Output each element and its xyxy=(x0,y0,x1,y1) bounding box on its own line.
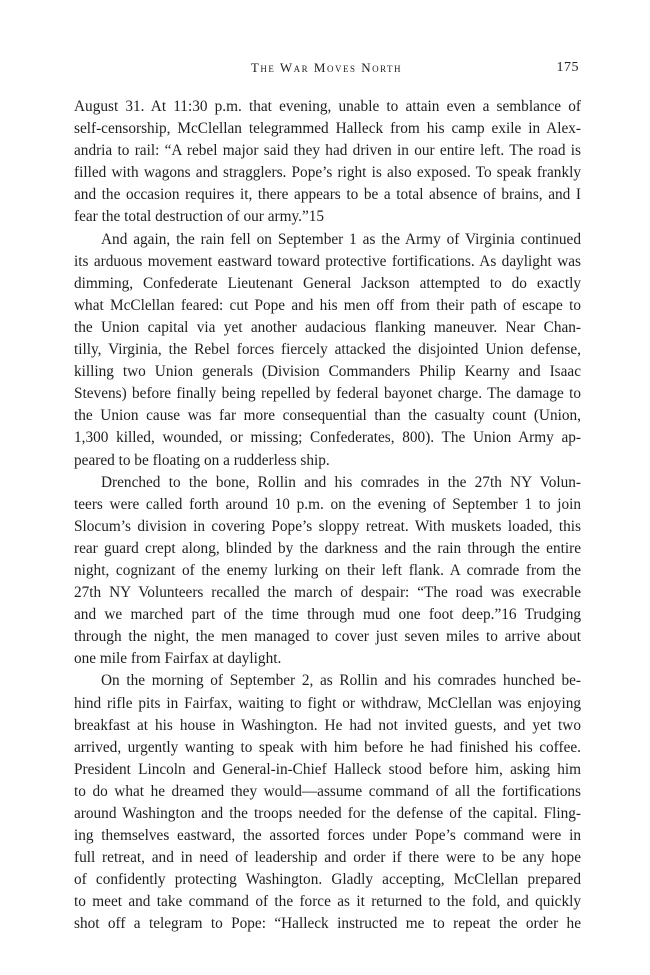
text-line: the Union capital via yet another audacious flanking maneuver. Near Chan- xyxy=(74,318,581,336)
page-number: 175 xyxy=(556,60,579,75)
text-line: Slocum’s division in covering Pope’s sloppy retreat. With muskets loaded, this xyxy=(74,517,581,535)
text-line: what McClellan feared: cut Pope and his men off from their path of escape to xyxy=(74,296,581,314)
text-line: fear the total destruction of our army.”15 xyxy=(74,208,325,226)
text-line: And again, the rain fell on September 1 as the Army of Virginia continued xyxy=(101,230,581,248)
text-line: ing themselves eastward, the assorted forces under Pope’s command were in xyxy=(74,827,581,845)
text-line: and the occasion requires it, there appears to be a total absence of brains, and I xyxy=(74,186,581,204)
text-line: and we marched part of the time through mud one foot deep.”16 Trudging xyxy=(74,606,581,624)
text-line: 1,300 killed, wounded, or missing; Confederates, 800). The Union Army ap- xyxy=(74,429,581,447)
text-line: August 31. At 11:30 p.m. that evening, unable to attain even a semblance of xyxy=(74,98,581,115)
running-title: The War Moves North xyxy=(250,60,403,75)
text-line: arrived, urgently wanting to speak with him before he had finished his coffee. xyxy=(74,738,581,756)
text-line: dimming, Confederate Lieutenant General Jackson attempted to do exactly xyxy=(74,274,581,292)
text-line: rear guard crept along, blinded by the darkness and the rain through the entire xyxy=(74,539,581,557)
text-line: self-censorship, McClellan telegrammed Halleck from his camp exile in Alex- xyxy=(74,120,581,138)
text-line: of confidently protecting Washington. Gladly accepting, McClellan prepared xyxy=(74,871,581,889)
text-line: breakfast at his house in Washington. He had not invited guests, and yet two xyxy=(74,716,581,734)
text-line: filled with wagons and stragglers. Pope’s right is also exposed. To speak frankly xyxy=(74,164,581,182)
text-line: Stevens) before finally being repelled by federal bayonet charge. The damage to xyxy=(74,385,581,403)
text-line: teers were called forth around 10 p.m. on the evening of September 1 to join xyxy=(74,495,581,513)
text-line: through the night, the men managed to cover just seven miles to arrive about xyxy=(74,628,581,646)
text-line: to do what he dreamed they would—assume command of all the fortifications xyxy=(74,782,581,800)
text-line: tilly, Virginia, the Rebel forces fiercely attacked the disjointed Union defense, xyxy=(74,341,581,359)
running-head xyxy=(74,60,579,80)
text-line: to meet and take command of the force as it returned to the fold, and quickly xyxy=(74,893,581,911)
text-line: hind rifle pits in Fairfax, waiting to fight or withdraw, McClellan was enjoying xyxy=(74,694,581,712)
text-line: its arduous movement eastward toward protective fortifications. As daylight was xyxy=(74,252,581,270)
text-line: Drenched to the bone, Rollin and his comrades in the 27th NY Volun- xyxy=(101,473,581,491)
text-line: one mile from Fairfax at daylight. xyxy=(74,650,282,668)
text-line: night, cognizant of the enemy lurking on their left flank. A comrade from the xyxy=(74,561,581,579)
text-line: around Washington and the troops needed for the defense of the capital. Fling- xyxy=(74,805,581,822)
text-line: 27th NY Volunteers recalled the march of despair: “The road was execrable xyxy=(74,584,581,602)
text-line: shot off a telegram to Pope: “Halleck instructed me to repeat the order he xyxy=(74,915,581,933)
text-line: President Lincoln and General-in-Chief Halleck stood before him, asking him xyxy=(74,760,581,778)
body-text xyxy=(74,96,581,936)
text-line: killing two Union generals (Division Commanders Philip Kearny and Isaac xyxy=(74,363,581,381)
text-line: On the morning of September 2, as Rollin and his comrades hunched be- xyxy=(101,672,581,690)
text-line: andria to rail: “A rebel major said they had driven in our entire left. The road is xyxy=(74,142,581,160)
text-line: the Union cause was far more consequential than the casualty count (Union, xyxy=(74,407,581,425)
text-line: full retreat, and in need of leadership and order if there were to be any hope xyxy=(74,849,581,867)
text-line: peared to be floating on a rudderless ship. xyxy=(74,451,330,469)
